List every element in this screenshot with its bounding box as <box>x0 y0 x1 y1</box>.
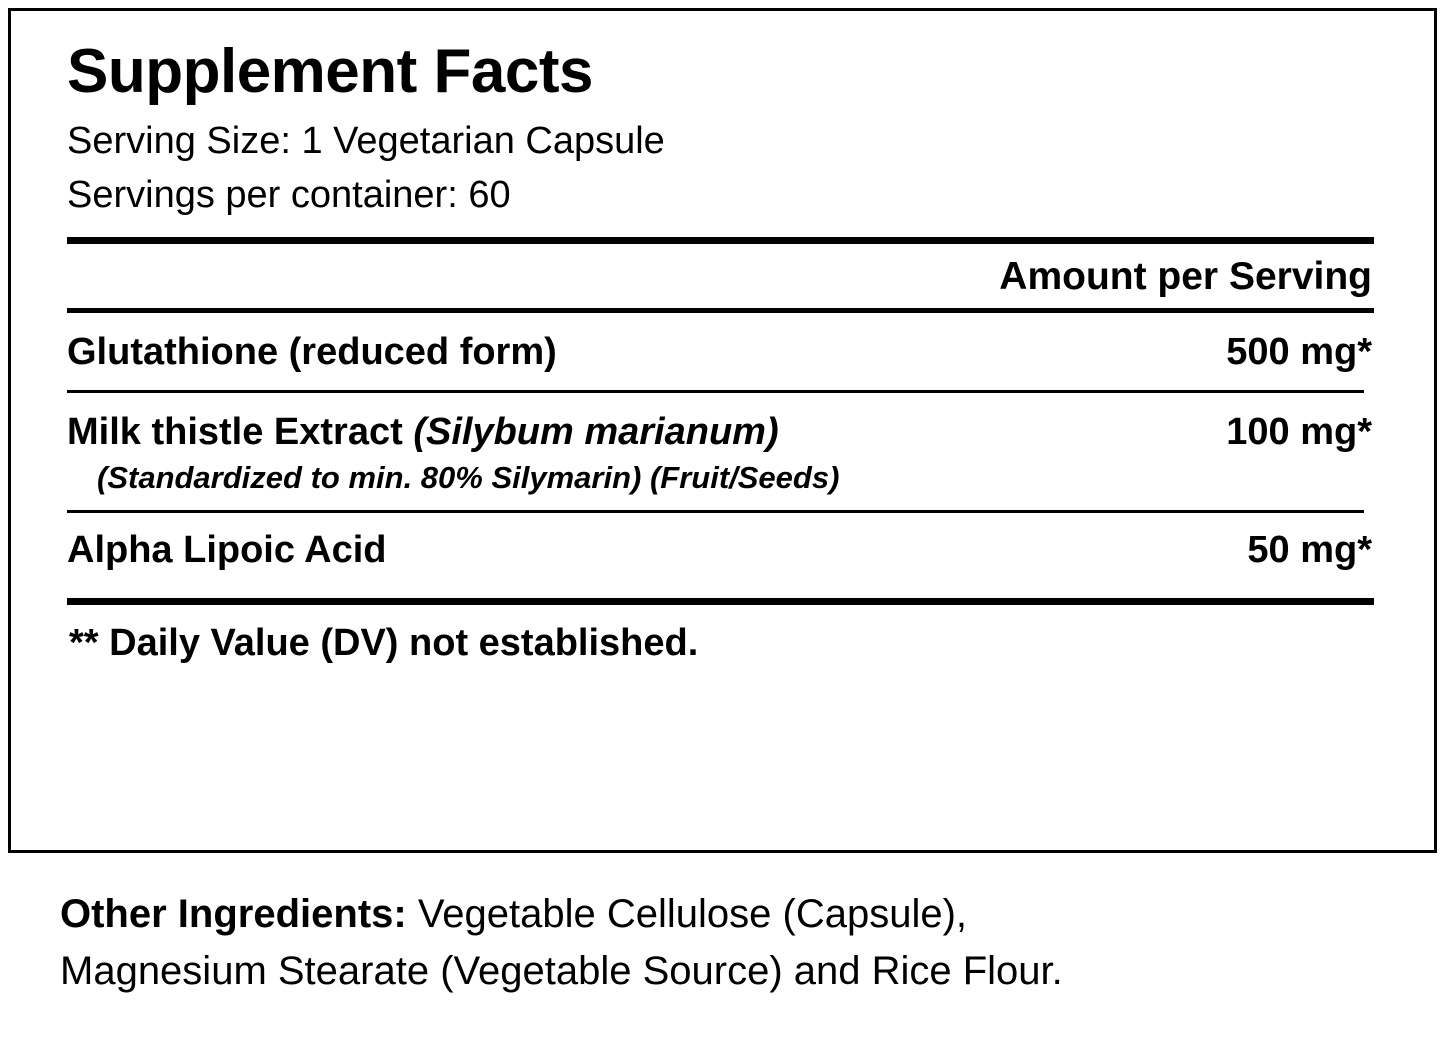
ingredient-standardization-note: (Standardized to min. 80% Silymarin) (Fruit/Seeds) <box>97 460 840 496</box>
divider-top-thick <box>67 237 1374 244</box>
divider-bottom-thick <box>67 598 1374 605</box>
ingredient-name-main: Milk thistle Extract <box>67 410 414 453</box>
other-ingredients <box>60 886 1070 1000</box>
other-ingredients-text: Vegetable Cellulose (Capsule), Magnesium Stearate (Vegetable Source) and Rice Flour. <box>60 892 1063 993</box>
page-title: Supplement Facts <box>67 37 593 106</box>
table-row <box>67 313 1374 389</box>
ingredient-amount: 100 mg* <box>1226 410 1372 453</box>
other-ingredients-label: Other Ingredients: <box>60 892 407 936</box>
ingredient-amount: 500 mg* <box>1226 331 1372 374</box>
table-row <box>67 393 1374 511</box>
ingredient-name <box>67 409 839 497</box>
serving-size-line: Serving Size: 1 Vegetarian Capsule <box>67 119 665 162</box>
daily-value-note: ** Daily Value (DV) not established. <box>69 621 699 664</box>
ingredient-name: Glutathione (reduced form) <box>67 331 557 374</box>
table-row <box>67 513 1374 583</box>
supplement-facts-panel <box>8 8 1437 853</box>
ingredient-name: Alpha Lipoic Acid <box>67 529 387 572</box>
ingredient-amount: 50 mg* <box>1247 529 1372 572</box>
servings-per-container-line: Servings per container: 60 <box>67 173 511 216</box>
ingredient-name-latin: (Silybum marianum) <box>413 410 779 453</box>
amount-per-serving-header: Amount per Serving <box>999 254 1372 298</box>
